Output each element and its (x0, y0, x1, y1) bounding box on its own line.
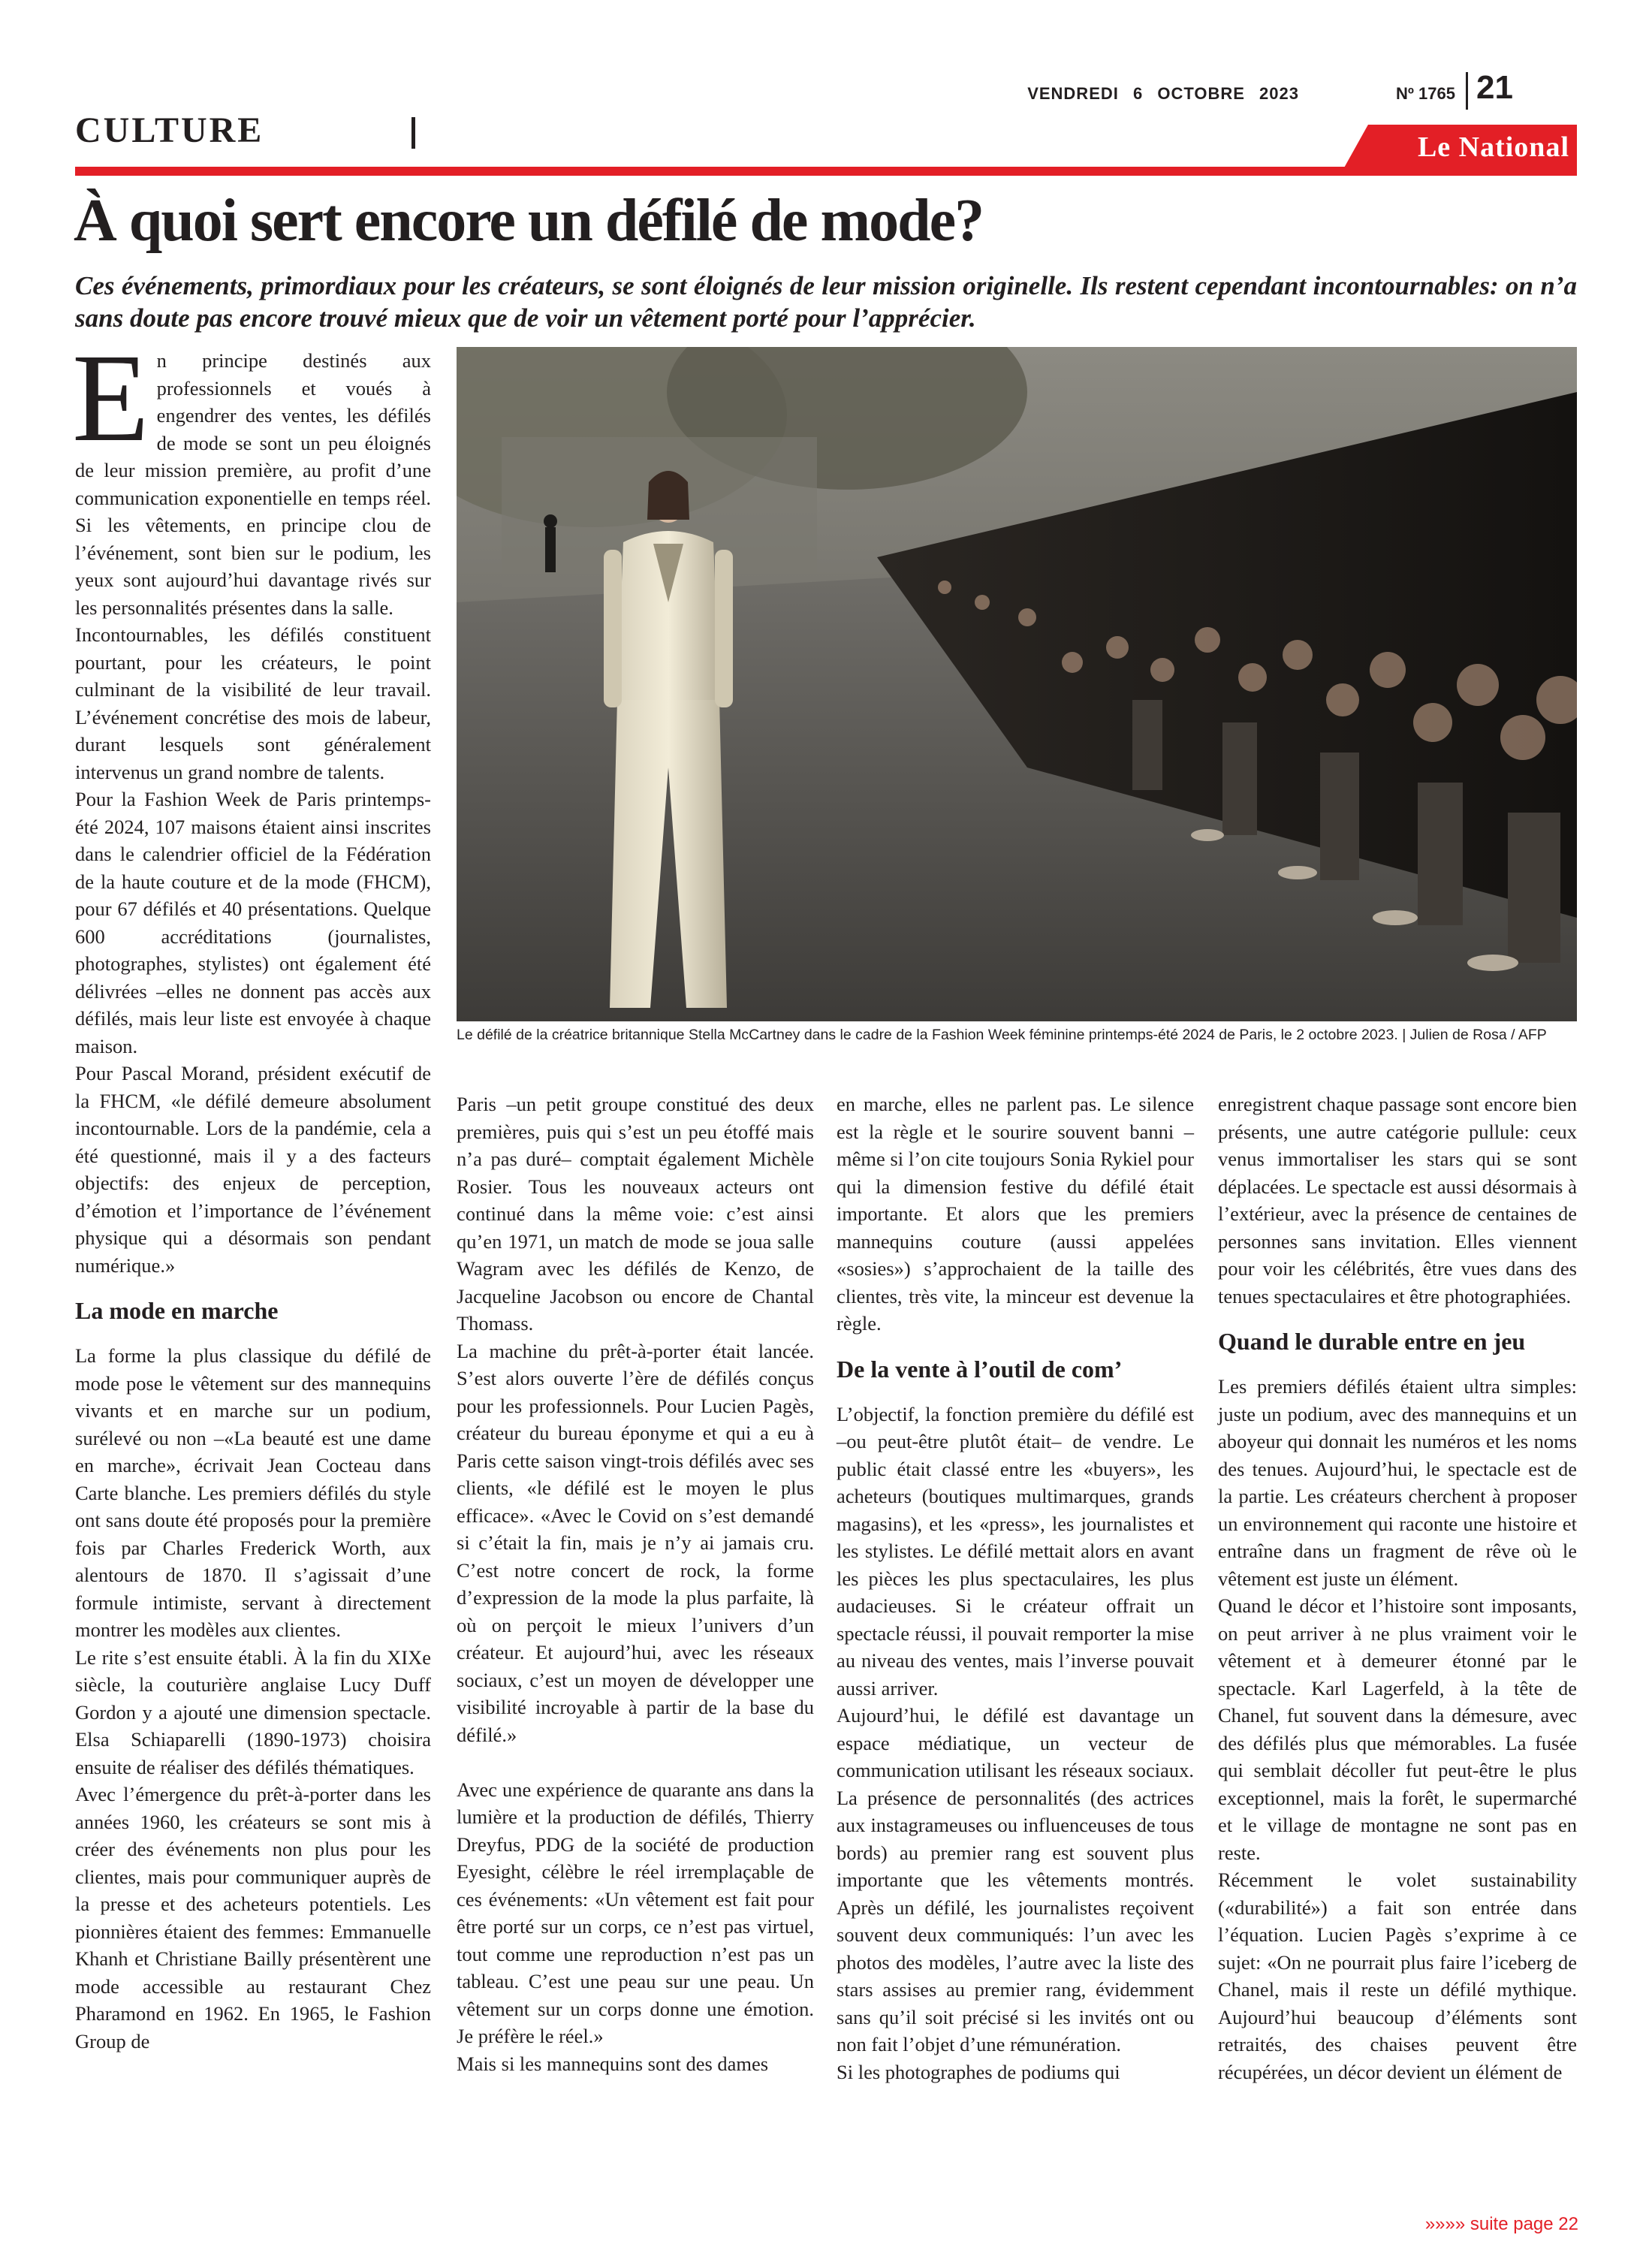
runway-photo-illustration (457, 347, 1577, 1021)
issue-number: Nº 1765 (1396, 84, 1455, 103)
article-column-3 (837, 1090, 1194, 2086)
continued-on-page-link[interactable]: »»»» suite page 22 (1424, 2214, 1578, 2234)
section-title: CULTURE (75, 110, 264, 150)
paragraph: Récemment le volet sustainability («durabilité») a fait son entrée dans l’équation. Lucien Pagès s’exprime à ce sujet: «On ne pourrait plus faire l’iceberg de Chanel, mais il reste un défilé mythique. Aujourd’hui beaucoup d’éléments sont retraités, des chaises peuvent être récupérées, un décor devient un élément de (1218, 1868, 1577, 2083)
page-number: 21 (1476, 69, 1513, 106)
paragraph: n principe destinés aux professionnels et voués à engendrer des ventes, les défilés de mode se sont un peu éloignés de leur mission première, au profit d’une communication exponentielle en temps réel. Si les vêtements, en principe clou de l’événement, sont bien sur le podium, les yeux sont aujourd’hui davantage rivés sur les personnalités présentes dans la salle. (75, 349, 431, 619)
issue-date: VENDREDI 6 OCTOBRE 2023 (1027, 84, 1299, 103)
subheading-de-la-vente: De la vente à l’outil de com’ (837, 1355, 1123, 1383)
paragraph: en marche, elles ne parlent pas. Le silence est la règle et le sourire souvent banni –même si l’on cite toujours Sonia Rykiel pour qui la dimension festive du défilé était importante. Et alors que les premiers mannequins couture (aussi appelées «sosies») s’approchaient de la taille des clientes, très vite, la minceur est devenue la règle. (837, 1093, 1194, 1335)
photo-caption: Le défilé de la créatrice britannique Stella McCartney dans le cadre de la Fashion Week féminine printemps-été 2024 de Paris, le 2 octobre 2023. | Julien de Rosa / AFP (457, 1027, 1547, 1043)
paragraph: Avec une expérience de quarante ans dans la lumière et la production de défilés, Thierry Dreyfus, PDG de la société de production Eyesight, célèbre le réel irremplaçable de ces événements: «Un vêtement est fait pour être porté sur un corps, ce n’est pas virtuel, tout comme une reproduction n’est pas un tableau. C’est une peau sur une peau. Un vêtement sur un corps donne une émotion. Je préfère le réel.» (457, 1778, 814, 2047)
paragraph: Mais si les mannequins sont des dames (457, 2052, 769, 2075)
paragraph: Si les photographes de podiums qui (837, 2060, 1120, 2083)
page-number-divider (1466, 72, 1468, 110)
paragraph: Pour Pascal Morand, président exécutif de la FHCM, «le défilé demeure absolument incontournable. Lors de la pandémie, cela a été questionné, mais il y a des facteurs objectifs: des enjeux de perception, d’émotion et l’importance de l’événement physique qui a désormais son pendant numérique.» (75, 1062, 431, 1277)
paragraph: Avec l’émergence du prêt-à-porter dans les années 1960, les créateurs se sont mis à créer des événements non plus pour les clientes, mais pour communiquer auprès de la presse et des acheteurs potentiels. Les pionnières étaient des femmes: Emmanuelle Khanh et Christiane Bailly présentèrent une mode accessible au restaurant Chez Pharamond en 1962. En 1965, le Fashion Group de (75, 1783, 431, 2052)
paragraph: Pour la Fashion Week de Paris printemps-été 2024, 107 maisons étaient ainsi inscrites dans le calendrier officiel de la Fédération de la haute couture et de la mode (FHCM), pour 67 défilés et 40 présentations. Quelque 600 accréditations (journalistes, photographes, stylistes) ont également été délivrées –elles ne donnent pas accès aux défilés, mais leur liste est envoyée à chaque maison. (75, 788, 431, 1057)
paragraph-gap (457, 1748, 814, 1776)
paragraph: Aujourd’hui, le défilé est davantage un espace médiatique, un vecteur de communication utilisant les réseaux sociaux. La présence de personnalités (des actrices aux instagrameuses ou influenceuses de tous bords) au premier rang est souvent plus importante que les vêtements montrés. Après un défilé, les journalistes reçoivent souvent deux communiqués: l’un avec les photos des modèles, l’autre avec la liste des stars assises au premier rang, évidemment sans qu’il soit précisé si les invités ont ou non fait l’objet d’une rémunération. (837, 1704, 1194, 2055)
drop-cap: E (72, 328, 149, 468)
runway-photo (457, 347, 1577, 1021)
paragraph: Les premiers défilés étaient ultra simples: juste un podium, avec des mannequins et un aboyeur qui donnait les numéros et les noms des tenues. Aujourd’hui, le spectacle est de la partie. Les créateurs cherchent à proposer un environnement qui raconte une histoire et entraîne dans un fragment de rêve où le vêtement est juste un élément. (1218, 1375, 1577, 1590)
article-column-4 (1218, 1090, 1577, 2086)
newspaper-brand: Le National (1417, 131, 1569, 163)
subheading-quand-le-durable: Quand le durable entre en jeu (1218, 1328, 1526, 1355)
subheading-la-mode-en-marche: La mode en marche (75, 1297, 279, 1324)
paragraph: Incontournables, les défilés constituent pourtant, pour les créateurs, le point culminant de la visibilité de leur travail. L’événement concrétise des mois de labeur, durant lesquels sont généralement intervenus un grand nombre de talents. (75, 623, 431, 783)
article-column-2 (457, 1090, 814, 2077)
paragraph: L’objectif, la fonction première du défilé est –ou peut-être plutôt était– de vendre. Le public était classé entre les «buyers», les acheteurs (boutiques multimarques, grands magasins), et les «press», les journalistes et les stylistes. Le défilé mettait alors en avant les pièces les plus spectaculaires, les plus audacieuses. Si le créateur offrait un spectacle réussi, il pouvait remporter la mise au niveau des ventes, mais l’inverse pouvait aussi arriver. (837, 1402, 1194, 1700)
paragraph: Paris –un petit groupe constitué des deux premières, puis qui s’est un peu étoffé mais n’a pas duré– comptait également Michèle Rosier. Tous les nouveaux acteurs ont continué dans la même voie: c’est ainsi qu’en 1971, un match de mode se joua salle Wagram avec les défilés de Kenzo, de Jacqueline Jacobson ou encore de Chantal Thomass. (457, 1093, 814, 1335)
section-divider (411, 117, 415, 149)
paragraph: La forme la plus classique du défilé de mode pose le vêtement sur des mannequins vivants et en marche sur un podium, surélevé ou non –«La beauté est une dame en marche», écrivait Jean Cocteau dans Carte blanche. Les premiers défilés du style ont sans doute été proposés pour la première fois par Charles Frederick Worth, aux alentours de 1870. Il s’agissait d’une formule intimiste, servant à directement montrer les modèles aux clientes. (75, 1344, 431, 1641)
article-deck: Ces événements, primordiaux pour les créateurs, se sont éloignés de leur mission originelle. Ils restent cependant incontournables: on n’a sans doute pas encore trouvé mieux que de voir un vêtement porté pour l’apprécier. (75, 271, 1577, 333)
paragraph: La machine du prêt-à-porter était lancée. S’est alors ouverte l’ère de défilés conçus pour les professionnels. Pour Lucien Pagès, créateur du bureau éponyme et qui a eu à Paris cette saison vingt-trois défilés avec ses clients, «le défilé est le moyen le plus efficace». «Avec le Covid on s’est demandé si c’était la fin, mais je n’y ai jamais cru. C’est notre concert de rock, la forme d’expression de la mode la plus parfaite, là où on perçoit le mieux l’univers d’un créateur. Et aujourd’hui, avec les réseaux sociaux, c’est un moyen de développer une visibilité incroyable à partir de la base du défilé.» (457, 1339, 814, 1746)
article-column-1 (72, 328, 431, 2055)
paragraph: Quand le décor et l’histoire sont imposants, on peut arriver à ne plus vraiment voir le vêtement et à demeurer étonné par le spectacle. Karl Lagerfeld, à la tête de Chanel, fut souvent dans la démesure, avec des défilés plus que mémorables. La fusée qui semblait décoller fut peut-être le plus exceptionnel, mais la forêt, le supermarché et le village de montagne ne sont pas en reste. (1218, 1594, 1577, 1864)
paragraph: enregistrent chaque passage sont encore bien présents, une autre catégorie pullule: ceux venus immortaliser les stars qui se sont déplacées. Le spectacle est aussi désormais à l’extérieur, avec la présence de centaines de personnes sans invitation. Elles viennent pour voir les célébrités, être vues dans des tenues spectaculaires et être photographiées. (1218, 1093, 1577, 1307)
headline: À quoi sert encore un défilé de mode? (74, 188, 984, 254)
paragraph: Le rite s’est ensuite établi. À la fin du XIXe siècle, la couturière anglaise Lucy Duff Gordon y a ajouté une dimension spectacle. Elsa Schiaparelli (1890-1973) choisira ensuite de réaliser des défilés thématiques. (75, 1645, 431, 1778)
